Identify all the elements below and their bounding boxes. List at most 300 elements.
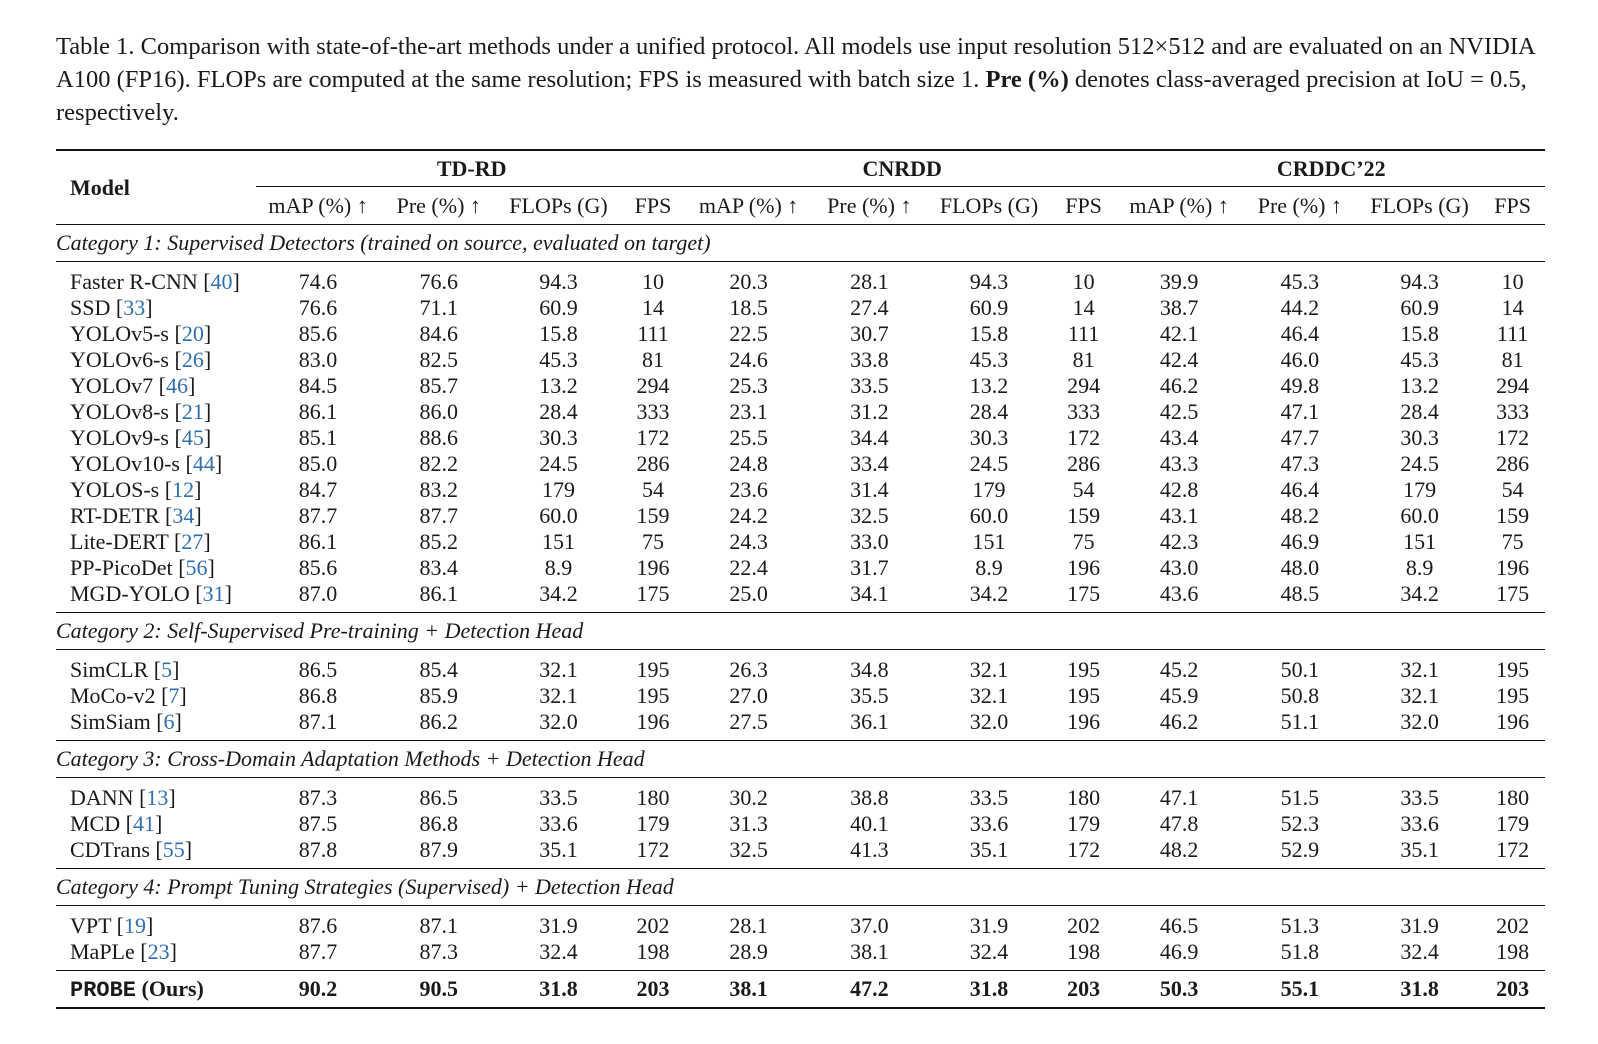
- category-row: [56, 869, 1545, 906]
- value-cell: 30.2: [729, 785, 768, 810]
- value-cell: 286: [636, 451, 670, 476]
- ours-value-cell: 31.8: [1400, 976, 1439, 1001]
- metric-header: Pre (%) ↑: [396, 192, 481, 218]
- value-cell: 172: [1496, 425, 1530, 450]
- model-name-cell: CDTrans [55]: [70, 837, 193, 862]
- value-cell: 50.8: [1280, 683, 1320, 708]
- value-cell: 46.4: [1280, 477, 1320, 502]
- model-name-cell: MCD [41]: [70, 811, 163, 836]
- value-cell: 175: [1067, 581, 1101, 606]
- value-cell: 32.1: [1400, 657, 1439, 682]
- value-cell: 85.9: [419, 683, 459, 708]
- value-cell: 87.0: [298, 581, 338, 606]
- value-cell: 31.7: [850, 555, 889, 580]
- value-cell: 94.3: [1400, 269, 1439, 294]
- model-name: YOLOv7: [70, 373, 154, 398]
- value-cell: 32.0: [1400, 709, 1439, 734]
- value-cell: 81: [642, 347, 665, 372]
- value-cell: 180: [1067, 785, 1101, 810]
- table-row: [56, 778, 1545, 812]
- value-cell: 31.9: [969, 913, 1009, 938]
- value-cell: 46.4: [1280, 321, 1320, 346]
- value-cell: 32.5: [729, 837, 768, 862]
- value-cell: 43.3: [1159, 451, 1199, 476]
- value-cell: 195: [636, 683, 670, 708]
- value-cell: 86.2: [419, 709, 459, 734]
- model-name: CDTrans: [70, 837, 150, 862]
- value-cell: 46.2: [1159, 709, 1199, 734]
- model-name: Faster R-CNN: [70, 269, 198, 294]
- value-cell: 47.7: [1280, 425, 1320, 450]
- value-cell: 33.5: [850, 373, 889, 398]
- model-name-cell: Lite-DERT [27]: [70, 529, 211, 554]
- model-name: SimSiam: [70, 709, 151, 734]
- table-caption: [56, 30, 1556, 129]
- value-cell: 28.4: [1400, 399, 1439, 424]
- value-cell: 32.0: [539, 709, 578, 734]
- value-cell: 179: [636, 811, 670, 836]
- value-cell: 27.0: [729, 683, 768, 708]
- value-cell: 42.8: [1159, 477, 1199, 502]
- ours-value-cell: 50.3: [1159, 976, 1199, 1001]
- table-row: [56, 555, 1545, 581]
- value-cell: 196: [1496, 555, 1530, 580]
- value-cell: 31.9: [539, 913, 578, 938]
- model-name-cell: SimCLR [5]: [70, 657, 180, 682]
- citation-link[interactable]: 31: [202, 581, 225, 606]
- model-name-cell: YOLOv8-s [21]: [70, 399, 212, 424]
- value-cell: 48.2: [1280, 503, 1320, 528]
- value-cell: 47.1: [1159, 785, 1199, 810]
- value-cell: 85.6: [298, 321, 338, 346]
- value-cell: 151: [541, 529, 575, 554]
- value-cell: 74.6: [298, 269, 338, 294]
- table-row: [56, 451, 1545, 477]
- value-cell: 87.3: [419, 939, 459, 964]
- value-cell: 82.2: [419, 451, 459, 476]
- value-cell: 81: [1501, 347, 1524, 372]
- citation-link[interactable]: 7: [168, 683, 180, 708]
- value-cell: 24.5: [969, 451, 1009, 476]
- value-cell: 32.1: [539, 683, 578, 708]
- value-cell: 37.0: [850, 913, 889, 938]
- table-row: [56, 709, 1545, 741]
- value-cell: 28.1: [850, 269, 889, 294]
- value-cell: 172: [1496, 837, 1530, 862]
- value-cell: 333: [636, 399, 670, 424]
- value-cell: 75: [1501, 529, 1524, 554]
- value-cell: 46.9: [1280, 529, 1320, 554]
- value-cell: 33.6: [969, 811, 1009, 836]
- value-cell: 111: [637, 321, 669, 346]
- model-name-cell: YOLOv7 [46]: [70, 373, 196, 398]
- value-cell: 50.1: [1280, 657, 1320, 682]
- ours-value-cell: 90.5: [419, 976, 459, 1001]
- value-cell: 76.6: [298, 295, 338, 320]
- value-cell: 87.7: [298, 503, 338, 528]
- value-cell: 180: [1496, 785, 1530, 810]
- ours-value-cell: 31.8: [969, 976, 1009, 1001]
- model-name-cell: MoCo-v2 [7]: [70, 683, 187, 708]
- table-row: [56, 321, 1545, 347]
- value-cell: 33.6: [1400, 811, 1439, 836]
- value-cell: 13.2: [539, 373, 578, 398]
- value-cell: 18.5: [729, 295, 768, 320]
- value-cell: 30.7: [850, 321, 889, 346]
- ours-value-cell: 47.2: [850, 976, 889, 1001]
- value-cell: 60.9: [969, 295, 1009, 320]
- results-table: [56, 149, 1545, 1009]
- citation-link[interactable]: 6: [163, 709, 175, 734]
- value-cell: 75: [1072, 529, 1095, 554]
- table-row: [56, 581, 1545, 613]
- ours-value-cell: 203: [1496, 976, 1530, 1001]
- value-cell: 38.7: [1159, 295, 1199, 320]
- value-cell: 179: [541, 477, 575, 502]
- model-name-cell: YOLOv9-s [45]: [70, 425, 212, 450]
- value-cell: 27.4: [850, 295, 889, 320]
- citation-link[interactable]: 55: [162, 837, 185, 862]
- value-cell: 51.8: [1280, 939, 1320, 964]
- value-cell: 24.6: [729, 347, 768, 372]
- category-title: Category 4: Prompt Tuning Strategies (Supervised) + Detection Head: [56, 874, 674, 899]
- ours-suffix: (Ours): [141, 975, 204, 1001]
- value-cell: 94.3: [969, 269, 1009, 294]
- value-cell: 38.8: [850, 785, 889, 810]
- value-cell: 51.3: [1280, 913, 1320, 938]
- value-cell: 45.3: [539, 347, 578, 372]
- category-title: Category 1: Supervised Detectors (trained on source, evaluated on target): [56, 230, 711, 255]
- value-cell: 14: [1072, 295, 1095, 320]
- citation-link[interactable]: 12: [172, 477, 195, 502]
- value-cell: 88.6: [419, 425, 459, 450]
- value-cell: 195: [636, 657, 670, 682]
- dataset-header: CRDDC’22: [1117, 150, 1545, 187]
- table-row: [56, 837, 1545, 869]
- value-cell: 87.5: [298, 811, 338, 836]
- value-cell: 39.9: [1159, 269, 1199, 294]
- value-cell: 111: [1067, 321, 1100, 346]
- citation-link[interactable]: 26: [181, 347, 204, 372]
- value-cell: 35.1: [539, 837, 578, 862]
- value-cell: 33.4: [850, 451, 889, 476]
- value-cell: 43.6: [1159, 581, 1199, 606]
- table-row: [56, 529, 1545, 555]
- model-name: MoCo-v2: [70, 683, 156, 708]
- value-cell: 159: [1496, 503, 1530, 528]
- value-cell: 86.1: [298, 399, 338, 424]
- model-name-cell: SSD [33]: [70, 295, 153, 320]
- citation-link[interactable]: 20: [181, 321, 204, 346]
- model-name: MCD: [70, 811, 121, 836]
- model-name-cell: RT-DETR [34]: [70, 503, 202, 528]
- value-cell: 42.1: [1159, 321, 1199, 346]
- value-cell: 86.8: [298, 683, 338, 708]
- value-cell: 195: [1067, 657, 1101, 682]
- value-cell: 38.1: [850, 939, 889, 964]
- model-name: VPT: [70, 913, 112, 938]
- model-name-cell: PP-PicoDet [56]: [70, 555, 215, 580]
- value-cell: 196: [636, 555, 670, 580]
- value-cell: 84.5: [298, 373, 338, 398]
- value-cell: 196: [1496, 709, 1530, 734]
- value-cell: 83.0: [298, 347, 338, 372]
- value-cell: 32.0: [969, 709, 1009, 734]
- model-name-cell: VPT [19]: [70, 913, 154, 938]
- citation-link[interactable]: 44: [192, 451, 215, 476]
- model-name: MaPLe: [70, 939, 135, 964]
- category-title: Category 3: Cross-Domain Adaptation Methods + Detection Head: [56, 746, 645, 771]
- value-cell: 85.7: [419, 373, 459, 398]
- value-cell: 28.4: [539, 399, 578, 424]
- metric-header: mAP (%) ↑: [268, 192, 368, 218]
- value-cell: 45.3: [969, 347, 1009, 372]
- value-cell: 48.0: [1280, 555, 1320, 580]
- citation-link[interactable]: 5: [161, 657, 173, 682]
- value-cell: 31.2: [850, 399, 889, 424]
- citation-link[interactable]: 40: [210, 269, 233, 294]
- value-cell: 85.2: [419, 529, 459, 554]
- citation-link[interactable]: 19: [124, 913, 146, 938]
- value-cell: 10: [1072, 269, 1095, 294]
- table-row: [56, 425, 1545, 451]
- ours-value-cell: 90.2: [298, 976, 338, 1001]
- value-cell: 180: [636, 785, 670, 810]
- citation-link[interactable]: 13: [146, 785, 169, 810]
- value-cell: 13.2: [1400, 373, 1439, 398]
- metric-header: mAP (%) ↑: [698, 192, 799, 218]
- value-cell: 45.3: [1400, 347, 1439, 372]
- value-cell: 30.3: [539, 425, 578, 450]
- value-cell: 31.9: [1400, 913, 1439, 938]
- value-cell: 84.7: [298, 477, 338, 502]
- caption-suffix: denotes class-averaged precision at IoU = 0.5, respectively.: [56, 66, 1527, 126]
- value-cell: 32.4: [969, 939, 1009, 964]
- metric-header: FPS: [634, 192, 672, 218]
- metric-header: Pre (%) ↑: [1257, 192, 1343, 218]
- model-name-cell: YOLOv6-s [26]: [70, 347, 212, 372]
- value-cell: 22.4: [729, 555, 768, 580]
- value-cell: 35.1: [969, 837, 1009, 862]
- metric-header: FPS: [1494, 192, 1531, 218]
- value-cell: 87.1: [419, 913, 459, 938]
- value-cell: 33.6: [539, 811, 578, 836]
- value-cell: 34.2: [1400, 581, 1439, 606]
- value-cell: 196: [1067, 555, 1101, 580]
- table-row: [56, 503, 1545, 529]
- value-cell: 30.3: [969, 425, 1009, 450]
- value-cell: 196: [1067, 709, 1101, 734]
- value-cell: 24.2: [729, 503, 768, 528]
- table-row: [56, 477, 1545, 503]
- value-cell: 159: [636, 503, 670, 528]
- value-cell: 32.4: [1400, 939, 1439, 964]
- value-cell: 84.6: [419, 321, 459, 346]
- value-cell: 54: [642, 477, 665, 502]
- value-cell: 159: [1067, 503, 1101, 528]
- value-cell: 46.5: [1159, 913, 1199, 938]
- value-cell: 60.0: [539, 503, 578, 528]
- value-cell: 51.5: [1280, 785, 1320, 810]
- value-cell: 42.3: [1159, 529, 1199, 554]
- model-header: Model: [70, 174, 130, 200]
- dataset-header: CNRDD: [687, 150, 1118, 187]
- model-name: YOLOv6-s: [70, 347, 169, 372]
- value-cell: 195: [1496, 657, 1530, 682]
- value-cell: 14: [642, 295, 665, 320]
- value-cell: 46.0: [1280, 347, 1320, 372]
- value-cell: 45.2: [1159, 657, 1199, 682]
- model-name: YOLOv5-s: [70, 321, 169, 346]
- value-cell: 47.3: [1280, 451, 1320, 476]
- citation-link[interactable]: 27: [181, 529, 204, 554]
- citation-link[interactable]: 56: [185, 555, 208, 580]
- value-cell: 54: [1501, 477, 1524, 502]
- metric-header: FPS: [1065, 192, 1102, 218]
- model-name: SSD: [70, 295, 111, 320]
- table-row: [56, 939, 1545, 971]
- citation-link[interactable]: 21: [181, 399, 204, 424]
- citation-link[interactable]: 46: [165, 373, 188, 398]
- value-cell: 202: [636, 913, 670, 938]
- value-cell: 33.0: [850, 529, 889, 554]
- model-name: DANN: [70, 785, 134, 810]
- model-name: YOLOv10-s: [70, 451, 180, 476]
- value-cell: 172: [1067, 425, 1101, 450]
- value-cell: 333: [1496, 399, 1530, 424]
- metric-header: FLOPs (G): [1370, 192, 1469, 218]
- value-cell: 82.5: [419, 347, 459, 372]
- value-cell: 60.0: [1400, 503, 1439, 528]
- value-cell: 87.6: [298, 913, 338, 938]
- value-cell: 85.1: [298, 425, 338, 450]
- value-cell: 15.8: [1400, 321, 1439, 346]
- citation-link[interactable]: 41: [132, 811, 155, 836]
- value-cell: 44.2: [1280, 295, 1320, 320]
- value-cell: 179: [972, 477, 1006, 502]
- citation-link[interactable]: 34: [172, 503, 195, 528]
- category-title: Category 2: Self-Supervised Pre-training + Detection Head: [56, 618, 584, 643]
- model-name-cell: MGD-YOLO [31]: [70, 581, 232, 606]
- value-cell: 33.5: [969, 785, 1009, 810]
- model-name-cell: YOLOv5-s [20]: [70, 321, 212, 346]
- value-cell: 195: [1496, 683, 1530, 708]
- value-cell: 32.5: [850, 503, 889, 528]
- model-name: MGD-YOLO: [70, 581, 190, 606]
- value-cell: 86.8: [419, 811, 459, 836]
- value-cell: 294: [1496, 373, 1530, 398]
- table-row: [56, 295, 1545, 321]
- value-cell: 33.8: [850, 347, 889, 372]
- value-cell: 45.9: [1159, 683, 1199, 708]
- caption-bold: Pre (%): [985, 66, 1069, 93]
- value-cell: 85.6: [298, 555, 338, 580]
- value-cell: 41.3: [850, 837, 889, 862]
- table-row: [56, 650, 1545, 684]
- table-row: [56, 347, 1545, 373]
- model-name-cell: SimSiam [6]: [70, 709, 182, 734]
- value-cell: 294: [636, 373, 670, 398]
- value-cell: 179: [1496, 811, 1530, 836]
- value-cell: 86.5: [419, 785, 459, 810]
- value-cell: 75: [642, 529, 665, 554]
- value-cell: 35.1: [1400, 837, 1439, 862]
- table-row: [56, 906, 1545, 940]
- value-cell: 94.3: [539, 269, 578, 294]
- ours-model-cell: [56, 971, 256, 1009]
- ours-value-cell: 203: [1067, 976, 1101, 1001]
- value-cell: 34.2: [969, 581, 1009, 606]
- value-cell: 15.8: [969, 321, 1009, 346]
- value-cell: 8.9: [975, 555, 1003, 580]
- value-cell: 35.5: [850, 683, 889, 708]
- ours-value-cell: 55.1: [1280, 976, 1320, 1001]
- model-name-cell: DANN [13]: [70, 785, 176, 810]
- value-cell: 81: [1072, 347, 1095, 372]
- value-cell: 198: [1496, 939, 1530, 964]
- value-cell: 48.2: [1159, 837, 1199, 862]
- citation-link[interactable]: 45: [181, 425, 204, 450]
- value-cell: 32.1: [969, 683, 1009, 708]
- ours-value-cell: 31.8: [539, 976, 578, 1001]
- value-cell: 87.3: [298, 785, 338, 810]
- value-cell: 151: [972, 529, 1006, 554]
- value-cell: 198: [1067, 939, 1101, 964]
- citation-link[interactable]: 23: [147, 939, 170, 964]
- value-cell: 179: [1067, 811, 1101, 836]
- value-cell: 20.3: [729, 269, 768, 294]
- value-cell: 10: [642, 269, 665, 294]
- model-name: PP-PicoDet: [70, 555, 173, 580]
- value-cell: 49.8: [1280, 373, 1320, 398]
- value-cell: 36.1: [850, 709, 889, 734]
- model-name: SimCLR: [70, 657, 149, 682]
- value-cell: 202: [1496, 913, 1530, 938]
- table-row: [56, 399, 1545, 425]
- value-cell: 24.3: [729, 529, 768, 554]
- value-cell: 8.9: [544, 555, 573, 580]
- value-cell: 47.8: [1159, 811, 1199, 836]
- model-name: RT-DETR: [70, 503, 160, 528]
- value-cell: 87.1: [298, 709, 338, 734]
- value-cell: 60.9: [1400, 295, 1439, 320]
- value-cell: 87.7: [298, 939, 338, 964]
- model-name-cell: YOLOv10-s [44]: [70, 451, 223, 476]
- value-cell: 31.3: [729, 811, 768, 836]
- value-cell: 23.6: [729, 477, 768, 502]
- value-cell: 31.4: [850, 477, 889, 502]
- value-cell: 33.5: [1400, 785, 1439, 810]
- value-cell: 86.1: [419, 581, 459, 606]
- metric-header: Pre (%) ↑: [827, 192, 912, 218]
- value-cell: 30.3: [1400, 425, 1439, 450]
- value-cell: 333: [1067, 399, 1101, 424]
- value-cell: 60.0: [969, 503, 1009, 528]
- model-name-cell: MaPLe [23]: [70, 939, 177, 964]
- value-cell: 83.2: [419, 477, 459, 502]
- model-name: YOLOv9-s: [70, 425, 169, 450]
- value-cell: 28.1: [729, 913, 768, 938]
- value-cell: 28.9: [729, 939, 768, 964]
- dataset-header: TD-RD: [256, 150, 687, 187]
- value-cell: 32.1: [1400, 683, 1439, 708]
- value-cell: 43.1: [1159, 503, 1199, 528]
- value-cell: 34.8: [850, 657, 889, 682]
- category-row: [56, 225, 1545, 262]
- value-cell: 25.5: [729, 425, 768, 450]
- category-row: [56, 741, 1545, 778]
- citation-link[interactable]: 33: [123, 295, 146, 320]
